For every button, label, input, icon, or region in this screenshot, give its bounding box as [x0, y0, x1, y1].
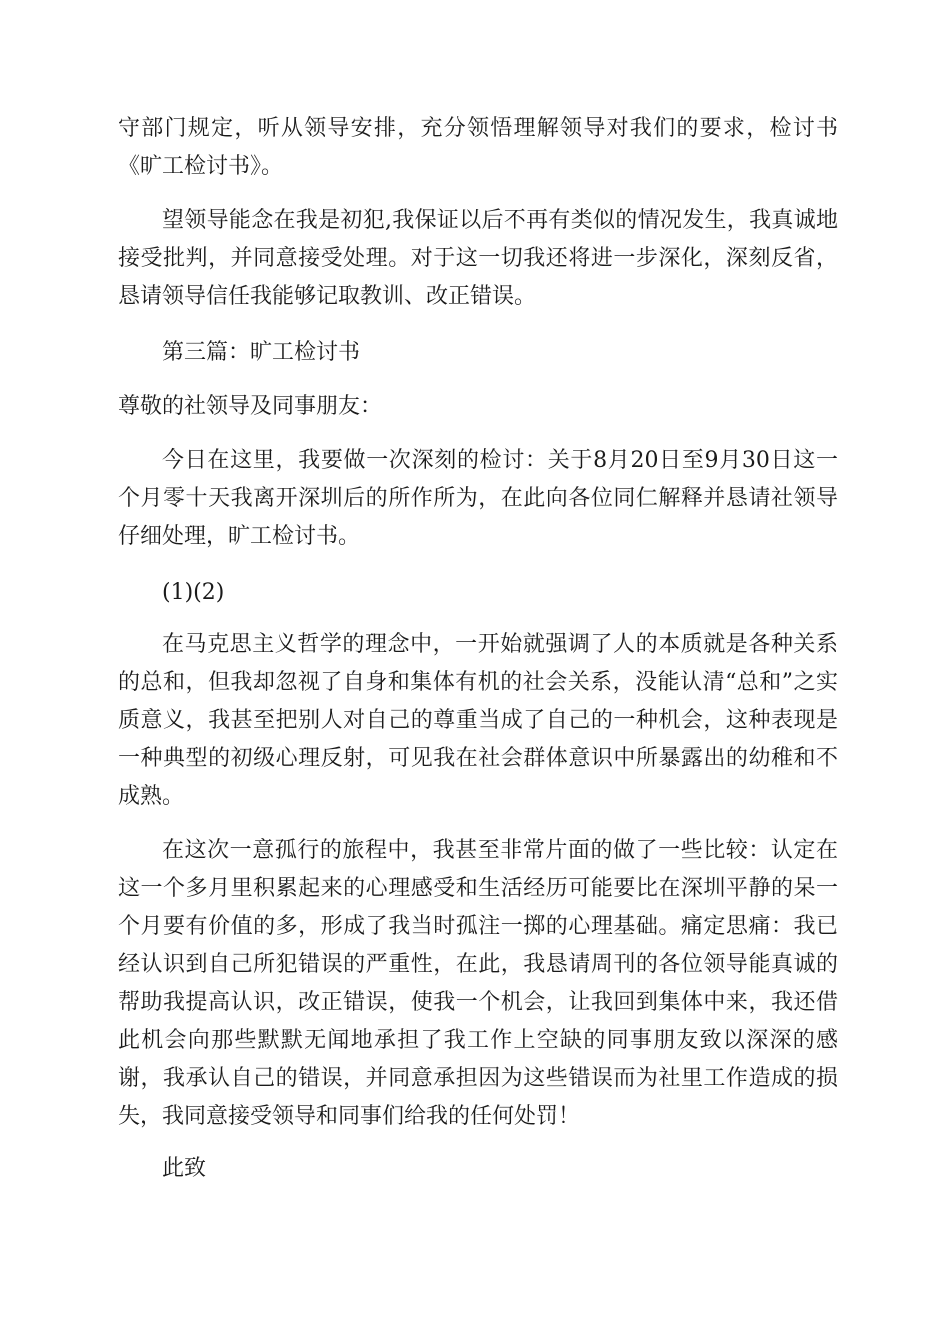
- paragraph-reflection: 在马克思主义哲学的理念中，一开始就强调了人的本质就是各种关系的总和，但我却忽视了自身和集体有机的社会关系，没能认清“总和”之实质意义，我甚至把别人对自己的尊重当成了自己的一种机会，这种表现是一种典型的初级心理反射，可见我在社会群体意识中所暴露出的幼稚和不成熟。: [118, 632, 838, 809]
- paragraph-apology: 望领导能念在我是初犯,我保证以后不再有类似的情况发生，我真诚地接受批判，并同意接受处理。对于这一切我还将进一步深化，深刻反省，恳请领导信任我能够记取教训、改正错误。: [118, 208, 838, 309]
- closing-phrase: 此致: [162, 1156, 207, 1181]
- paragraph-markers: (1)(2): [162, 580, 225, 605]
- paragraph-continuation: 守部门规定，听从领导安排，充分领悟理解领导对我们的要求，检讨书《旷工检讨书》。: [118, 116, 838, 179]
- paragraph-intro: 今日在这里，我要做一次深刻的检讨：关于8月20日至9月30日这一个月零十天我离开深圳后的所作所为，在此向各位同仁解释并恳请社领导仔细处理，旷工检讨书。: [118, 448, 838, 549]
- paragraph-remorse: 在这次一意孤行的旅程中，我甚至非常片面的做了一些比较：认定在这一个多月里积累起来的心理感受和生活经历可能要比在深圳平静的呆一个月要有价值的多，形成了我当时孤注一掷的心理基础。痛定思痛：我已经认识到自己所犯错误的严重性，在此，我恳请周刊的各位领导能真诚的帮助我提高认识，改正错误，使我一个机会，让我回到集体中来，我还借此机会向那些默默无闻地承担了我工作上空缺的同事朋友致以深深的感谢，我承认自己的错误，并同意承担因为这些错误而为社里工作造成的损失，我同意接受领导和同事们给我的任何处罚！: [118, 838, 838, 1129]
- section-heading: 第三篇：旷工检讨书: [162, 340, 361, 365]
- salutation: 尊敬的社领导及同事朋友：: [118, 394, 383, 419]
